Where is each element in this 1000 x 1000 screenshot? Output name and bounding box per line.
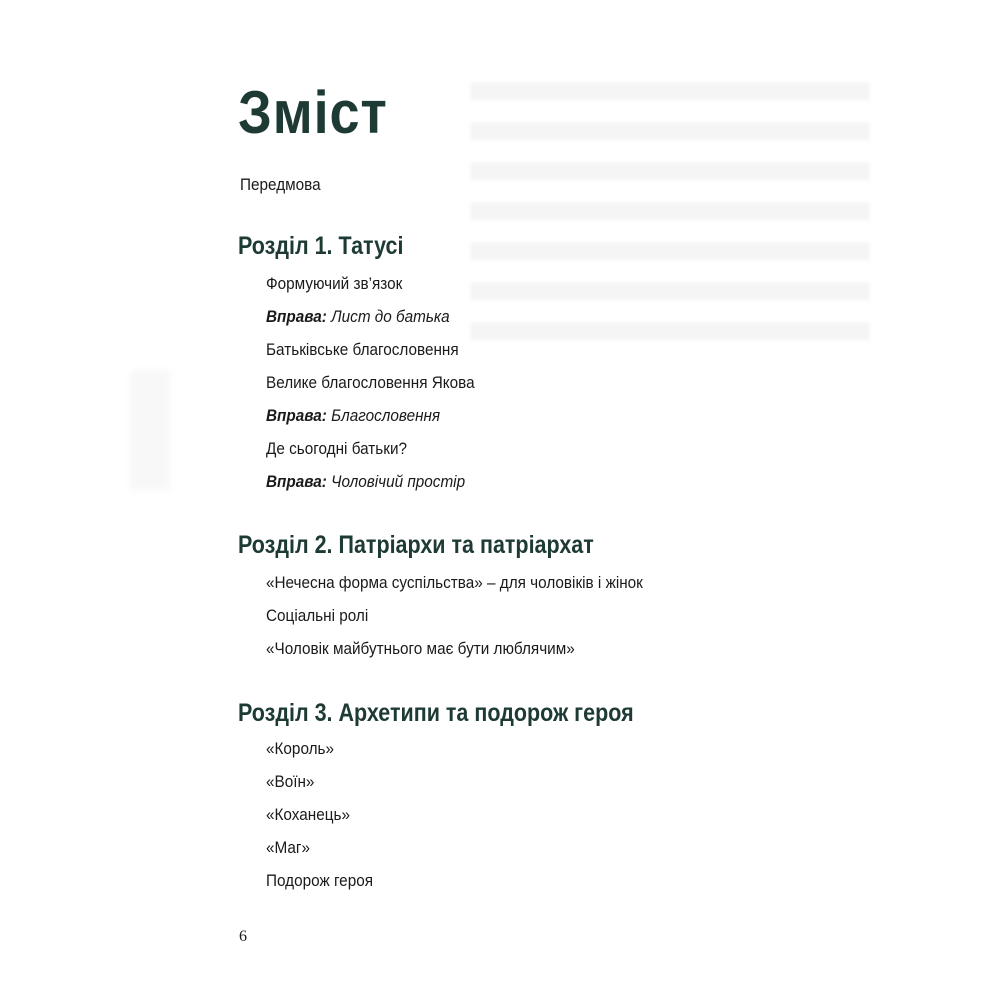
toc-item [266, 439, 407, 459]
exercise-label: Вправа: [266, 307, 327, 326]
page-number: 6 [239, 928, 247, 945]
toc-item [266, 274, 402, 294]
exercise-label: Вправа: [266, 472, 327, 491]
toc-item-text: «Чоловік майбутнього має бути люблячим» [266, 639, 575, 658]
toc-item-text: «Коханець» [266, 805, 350, 824]
toc-exercise-item [266, 406, 440, 426]
exercise-title: Благословення [331, 406, 441, 425]
toc-exercise-item [266, 472, 465, 492]
toc-item-text: «Нечесна форма суспільства» – для чоловіків і жінок [266, 573, 643, 592]
toc-item-text: «Воїн» [266, 772, 315, 791]
exercise-title: Лист до батька [331, 307, 450, 326]
toc-item [266, 606, 368, 626]
toc-item [266, 573, 643, 593]
exercise-label: Вправа: [266, 406, 327, 425]
toc-item-text: Батьківське благословення [266, 340, 459, 359]
toc-item-text: Формуючий зв’язок [266, 274, 403, 293]
chapter-3-heading: Розділ 3. Архетипи та подорож героя [238, 699, 634, 727]
toc-item [266, 871, 373, 891]
toc-item [266, 340, 459, 360]
toc-item [266, 739, 334, 759]
toc-item-text: «Маг» [266, 838, 311, 857]
toc-foreword: Передмова [240, 175, 321, 194]
toc-item-text: Велике благословення Якова [266, 373, 475, 392]
toc-item-text: Подорож героя [266, 871, 374, 890]
show-through-shadow [470, 60, 870, 350]
toc-item [266, 772, 314, 792]
exercise-title: Чоловічий простір [331, 472, 466, 491]
toc-exercise-item [266, 307, 450, 327]
page-title: Зміст [238, 79, 388, 146]
toc-item [266, 838, 310, 858]
show-through-shadow-left [130, 370, 170, 490]
toc-item [266, 373, 475, 393]
chapter-2-heading: Розділ 2. Патріархи та патріархат [238, 531, 594, 559]
toc-item [266, 639, 575, 659]
toc-item-text: Де сьогодні батьки? [266, 439, 408, 458]
toc-item-text: Соціальні ролі [266, 606, 369, 625]
chapter-1-heading: Розділ 1. Татусі [238, 232, 404, 260]
toc-item-text: «Король» [266, 739, 335, 758]
toc-item [266, 805, 350, 825]
